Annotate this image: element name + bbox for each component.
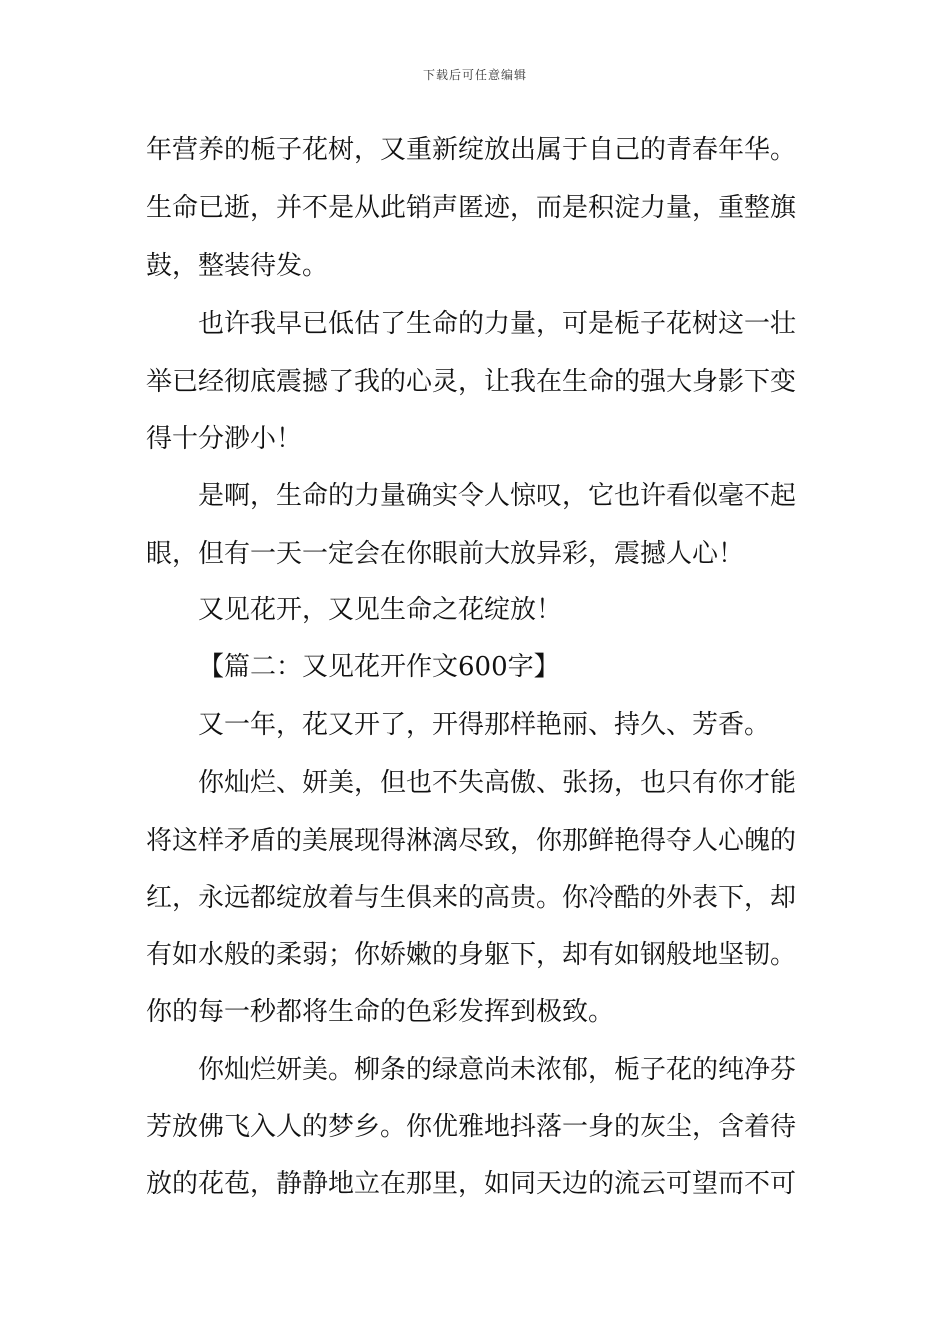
text-line: 又一年，花又开了，开得那样艳丽、持久、芳香。 <box>198 710 771 740</box>
text-line: 你灿烂妍美。柳条的绿意尚未浓郁，栀子花的纯净芬 <box>198 1055 797 1085</box>
text-line: 将这样矛盾的美展现得淋漓尽致，你那鲜艳得夺人心魄的 <box>146 826 797 856</box>
text-line: 红，永远都绽放着与生俱来的高贵。你冷酷的外表下，却 <box>146 883 797 913</box>
text-line: 眼，但有一天一定会在你眼前大放异彩，震撼人心！ <box>146 539 745 569</box>
text-line: 举已经彻底震撼了我的心灵，让我在生命的强大身影下变 <box>146 367 797 397</box>
page-header: 下载后可任意编辑 <box>422 68 527 82</box>
section-heading: 【篇二：又见花开作文600字】 <box>198 652 560 682</box>
text-line: 年营养的栀子花树，又重新绽放出属于自己的青春年华。 <box>146 135 797 165</box>
text-line: 芳放佛飞入人的梦乡。你优雅地抖落一身的灰尘，含着待 <box>146 1112 797 1142</box>
text-line: 你灿烂、妍美，但也不失高傲、张扬，也只有你才能 <box>198 768 797 798</box>
text-line: 得十分渺小！ <box>146 424 303 454</box>
text-line: 又见花开，又见生命之花绽放！ <box>198 595 563 625</box>
text-line: 生命已逝，并不是从此销声匿迹，而是积淀力量，重整旗 <box>146 193 797 223</box>
text-line: 鼓，整装待发。 <box>146 251 329 281</box>
text-line: 有如水般的柔弱；你娇嫩的身躯下，却有如钢般地坚韧。 <box>146 940 797 970</box>
text-line: 放的花苞，静静地立在那里，如同天边的流云可望而不可 <box>146 1169 797 1199</box>
text-line: 是啊，生命的力量确实令人惊叹，它也许看似毫不起 <box>198 481 797 511</box>
text-line: 也许我早已低估了生命的力量，可是栀子花树这一壮 <box>198 309 797 339</box>
text-line: 你的每一秒都将生命的色彩发挥到极致。 <box>146 997 615 1027</box>
